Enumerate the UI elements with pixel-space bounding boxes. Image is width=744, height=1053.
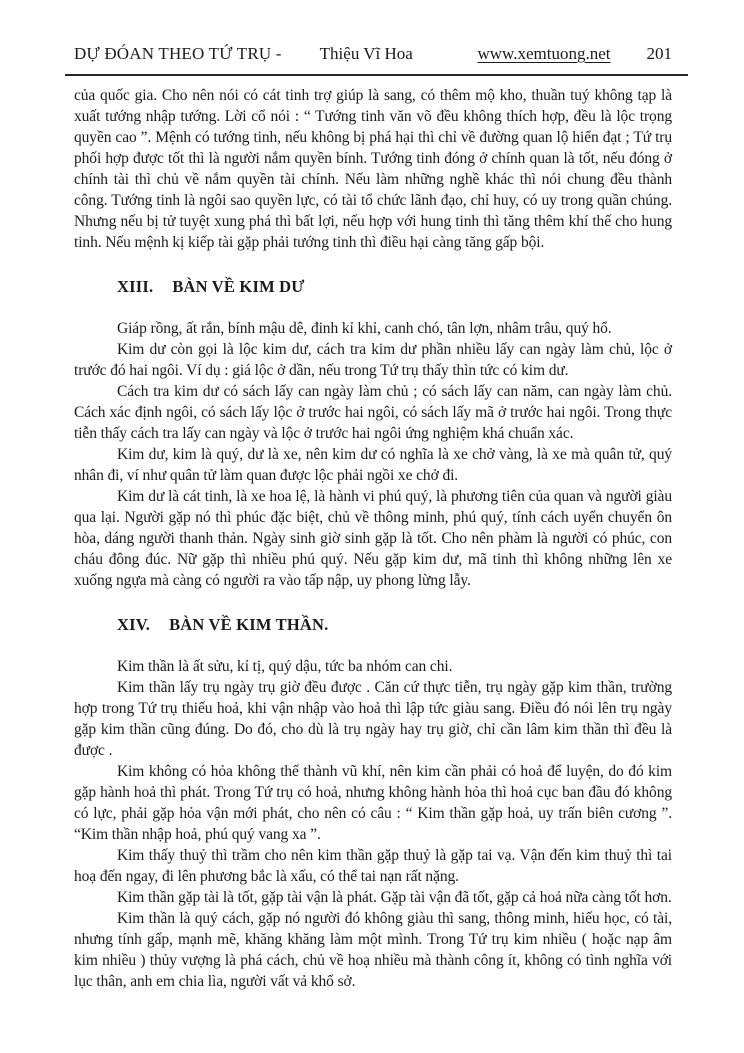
paragraph-kim-thuy: Kim thấy thuỷ thì trầm cho nên kim thần gặp thuỷ là gặp tai vạ. Vận đến kim thuỷ thì tai hoạ đến ngay, đi lên phương bắc là xấu, có thể tai nạn rất nặng. bbox=[74, 847, 672, 885]
section-number: XIII. bbox=[117, 277, 154, 296]
page-header bbox=[74, 44, 672, 64]
section-heading-kim-du bbox=[117, 276, 672, 297]
section-title: BÀN VỀ KIM DƯ bbox=[172, 277, 305, 296]
section-heading-kim-than bbox=[117, 614, 672, 635]
paragraph-cach-tra-kim-du: Cách tra kim dư có sách lấy can ngày làm chủ ; có sách lấy can năm, can ngày làm chủ. Cách xác định ngôi, có sách lấy lộc ở trước hai ngôi, có sách lấy mã ở trước hai ngôi. Trong thực tiễn thấy cách tra lấy can ngày và lộc ở trước hai ngôi ứng nghiệm khá chuẩn xác. bbox=[74, 383, 672, 442]
paragraph-tuong-tinh: của quốc gia. Cho nên nói có cát tinh trợ giúp là sang, có thêm mộ kho, thuần tuý không tạp là xuất tướng nhập tướng. Lời cổ nói : “ Tướng tinh văn võ đều không thích hợp, đều là lộc trọng quyền cao ”. Mệnh có tướng tinh, nếu không bị phá hại thì chỉ về đường quan lộ hiển đạt ; Tứ trụ phối hợp được tốt thì là người nắm quyền bính. Tướng tinh đóng ở chính quan là tốt, nếu đóng ở chính tài thì chủ về nắm quyền tài chính. Nếu làm những nghề khác thì nói chung đều thành công. Tướng tinh là ngôi sao quyền lực, có tài tổ chức lãnh đạo, chỉ huy, có uy trong quần chúng. Nhưng nếu bị tử tuyệt xung phá thì bất lợi, nếu hợp với hung tinh thì tăng thêm khí thế cho hung tinh. Nếu mệnh kị kiếp tài gặp phải tướng tinh thì điều hại càng tăng gấp bội. bbox=[74, 87, 672, 251]
paragraph-kim-than-tai: Kim thần gặp tài là tốt, gặp tài vận là phát. Gặp tài vận đã tốt, gặp cả hoả nữa càng tốt hơn. bbox=[117, 889, 672, 906]
website-link[interactable]: www.xemtuong.net bbox=[477, 44, 611, 63]
paragraph-kim-than-nhom: Kim thần là ất sửu, kỉ tị, quý dậu, tức ba nhóm can chi. bbox=[117, 658, 453, 675]
paragraph-kim-than-quy-cach: Kim thần là quý cách, gặp nó người đó không giàu thì sang, thông minh, hiếu học, có tài, nhưng tính gấp, mạnh mẽ, khăng khăng làm một mình. Trong Tứ trụ kim nhiều ( hoặc nạp âm kim nhiều ) thủy vượng là phá cách, chủ về hoạ nhiều mà thành công ít, không có tình nghĩa với lục thân, anh em chia lìa, người vất vả khổ sở. bbox=[74, 910, 672, 990]
paragraph-kim-than-tru: Kim thần lấy trụ ngày trụ giờ đều được . Căn cứ thực tiễn, trụ ngày gặp kim thần, trường hợp trong Tứ trụ thiếu hoả, khi vận nhập vào hoả thì lập tức giàu sang. Điều đó nói lên trụ ngày gặp kim thần cũng đúng. Do đó, cho dù là trụ ngày hay trụ giờ, chỉ cần lâm kim thần thì đều là được . bbox=[74, 679, 672, 759]
section-title: BÀN VỀ KIM THẦN. bbox=[169, 615, 329, 634]
page-number: 201 bbox=[646, 44, 672, 63]
header-divider bbox=[65, 74, 688, 76]
document-author: Thiệu Vĩ Hoa bbox=[319, 44, 413, 63]
paragraph-kim-du-y-nghia: Kim dư, kim là quý, dư là xe, nên kim dư có nghĩa là xe chở vàng, là xe mà quân tử, quý nhân đi, ví như quân tử làm quan được lộc phải ngồi xe chở đi. bbox=[74, 446, 672, 484]
section-number: XIV. bbox=[117, 615, 151, 634]
paragraph-kim-du-cat-tinh: Kim dư là cát tinh, là xe hoa lệ, là hành vi phú quý, là phương tiên của quan và người giàu qua lại. Người gặp nó thì phúc đặc biệt, chủ về thông minh, phú quý, tính cách uyển chuyển ôn hòa, dáng người thanh thản. Ngày sinh giờ sinh gặp là tốt. Cho nên phàm là người có phúc, con cháu đông đúc. Nữ gặp thì nhiều phú quý. Nếu gặp kim dư, mã tinh thì không những lên xe xuống ngựa mà càng có người ra vào tấp nập, uy phong lừng lẫy. bbox=[74, 488, 672, 589]
document-body bbox=[74, 85, 672, 992]
document-title: DỰ ĐÓAN THEO TỨ TRỤ - bbox=[74, 44, 282, 63]
paragraph-kim-du-loc: Kim dư còn gọi là lộc kim dư, cách tra kim dư phần nhiều lấy can ngày làm chủ, lộc ở trước đó hai ngôi. Ví dụ : giá lộc ở dần, nếu trong Tứ trụ thấy thìn tức có kim dư. bbox=[74, 341, 672, 379]
paragraph-giap-rong: Giáp rồng, ất rắn, bính mậu dê, đinh kỉ khỉ, canh chó, tân lợn, nhâm trâu, quý hổ. bbox=[117, 320, 612, 337]
paragraph-kim-hoa: Kim không có hỏa không thể thành vũ khí, nên kim cần phải có hoả để luyện, do đó kim gặp hành hoả thì phát. Trong Tứ trụ có hoả, nhưng không hành hỏa thì hoả cục ban đầu đó không có lực, phải gặp hỏa vận mới phát, cho nên có câu : “ Kim thần gặp hoả, uy trấn biên cương ”. “Kim thần nhập hoả, phú quý vang xa ”. bbox=[74, 763, 672, 843]
